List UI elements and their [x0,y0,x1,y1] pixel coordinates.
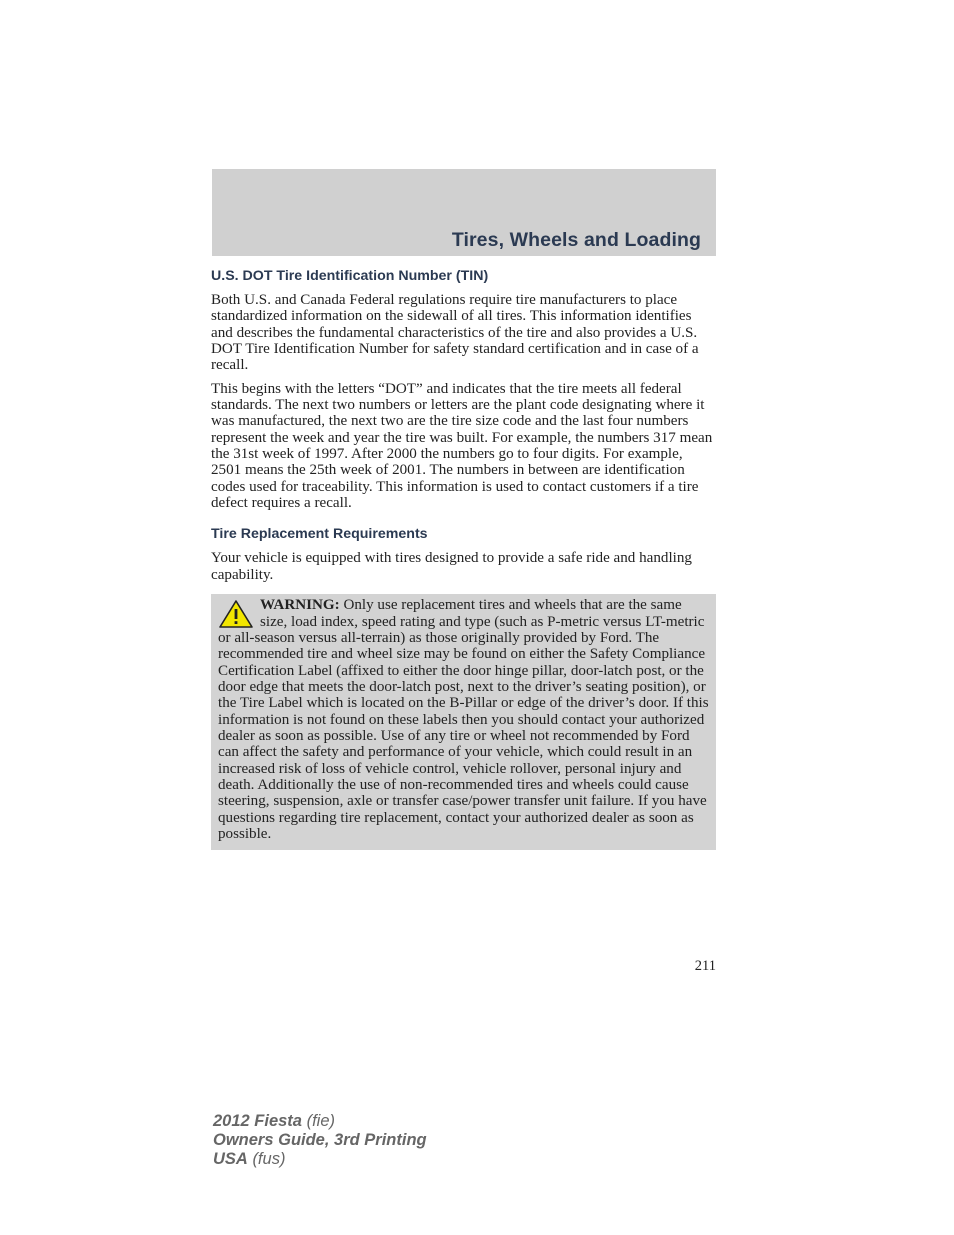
footer-market-code: (fus) [252,1150,286,1168]
footer-market: USA [213,1150,248,1168]
section-heading-tin: U.S. DOT Tire Identification Number (TIN) [211,268,489,284]
chapter-title: Tires, Wheels and Loading [451,229,701,251]
footer-edition: Owners Guide, 3rd Printing [213,1131,427,1149]
page-content [211,266,716,850]
warning-box [211,594,716,850]
warning-label: WARNING: [260,597,340,614]
paragraph-replacement: Your vehicle is equipped with tires designed to provide a safe ride and handling capability. [211,550,692,583]
paragraph-regulations: Both U.S. and Canada Federal regulations require tire manufacturers to place standardized information on the sidewall of all tires. This information identifies and describes the fundamental characteristics of the tire and also provides a U.S. DOT Tire Identification Number for safety standard certification and in case of a recall. [211,292,699,374]
document-footer [213,1112,427,1169]
footer-model-code: (fie) [306,1112,335,1130]
warning-text: Only use replacement tires and wheels that are the same size, load index, speed rating and type (such as P-metric versus LT-metric or all-season versus all-terrain) as those originally provided by Ford. The recommended tire and wheel size may be found on either the Safety Compliance Certification Label (affixed to either the door hinge pillar, door-latch post, or the door edge that meets the door-latch post, next to the driver’s seating position), or the Tire Label which is located on the B-Pillar or edge of the driver’s door. If this information is not found on these labels then you should contact your authorized dealer as soon as possible. Use of any tire or wheel not recommended by Ford can affect the safety and performance of your vehicle, which could result in an increased risk of loss of vehicle control, vehicle rollover, personal injury and death. Additionally the use of non-recommended tires and wheels could cause steering, suspension, axle or transfer case/power transfer unit failure. If you have questions regarding tire replacement, contact your authorized dealer as soon as possible. [218,597,709,842]
paragraph-dot-code: This begins with the letters “DOT” and indicates that the tire meets all federal standards. The next two numbers or letters are the plant code designating where it was manufactured, the next two are the tire size code and the last four numbers represent the week and year the tire was built. For example, the numbers 317 mean the 31st week of 1997. After 2000 the numbers go to four digits. For example, 2501 means the 25th week of 2001. The numbers in between are identification codes used for traceability. This information is used to contact customers if a tire defect requires a recall. [211,380,713,512]
section-heading-replacement: Tire Replacement Requirements [211,526,428,543]
warning-triangle-icon [218,599,254,629]
footer-model: 2012 Fiesta [213,1112,302,1130]
chapter-header-band [212,169,716,256]
footer-line-model [213,1112,427,1131]
footer-line-market [213,1150,427,1169]
page-number: 211 [694,958,716,974]
